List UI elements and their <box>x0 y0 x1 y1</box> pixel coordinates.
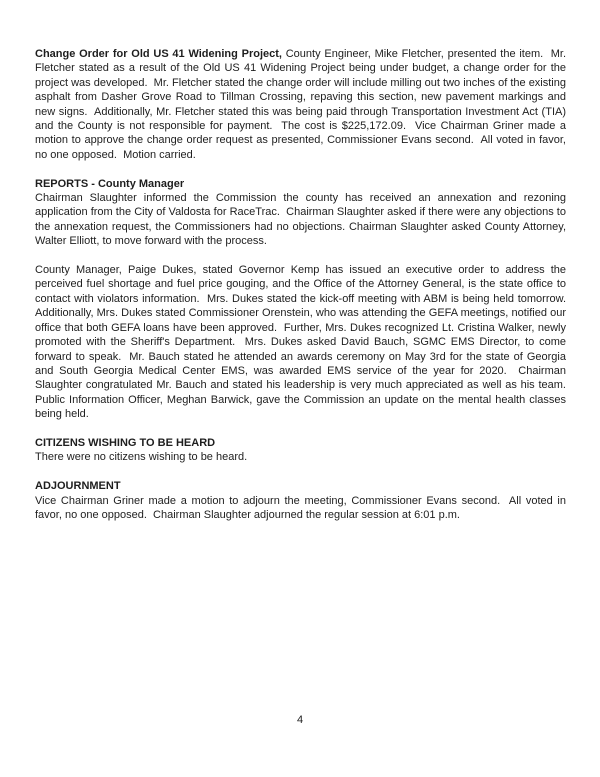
change-order-lead: Change Order for Old US 41 Widening Project, <box>35 48 282 60</box>
reports-heading: REPORTS - County Manager <box>35 177 185 190</box>
reports-paragraph-annexation: Chairman Slaughter informed the Commission the county has received an annexation and rezoning application from the City of Valdosta for RaceTrac. Chairman Slaughter asked if there were any objections to the annexation request, the Commissioners had no objections. Chairman Slaughter asked County Attorney, Walter Elliott, to move forward with the process. <box>35 192 570 248</box>
citizens-heading: CITIZENS WISHING TO BE HEARD <box>35 436 216 449</box>
adjournment-heading: ADJOURNMENT <box>35 480 121 493</box>
page-number: 4 <box>296 714 304 726</box>
change-order-paragraph <box>35 47 570 162</box>
citizens-paragraph: There were no citizens wishing to be heard. <box>35 451 248 464</box>
adjournment-paragraph: Vice Chairman Griner made a motion to adjourn the meeting, Commissioner Evans second. All voted in favor, no one opposed. Chairman Slaughter adjourned the regular session at 6:01 p.m. <box>35 494 570 521</box>
change-order-text: County Engineer, Mike Fletcher, presented the item. Mr. Fletcher stated as a result of the Old US 41 Widening Project being under budget, a change order for the project was developed. Mr. Fletcher stated the change order will include milling out two inches of the existing asphalt from Dasher Grove Road to Tillman Crossing, repaving this section, new pavement markings and new signs. Additionally, Mr. Fletcher stated this was being paid through Transportation Investment Act (TIA) and the County is not responsible for payment. The cost is $225,172.09. Vice Chairman Griner made a motion to approve the change order request as presented, Commissioner Evans second. All voted in favor, no one opposed. Motion carried. <box>35 48 570 161</box>
document-content <box>35 47 573 537</box>
reports-paragraph-county-manager: County Manager, Paige Dukes, stated Governor Kemp has issued an executive order to address the perceived fuel shortage and fuel price gouging, and the Office of the Attorney General, is the state office to contact with violators information. Mrs. Dukes stated the kick-off meeting with ABM is being held tomorrow. Additionally, Mrs. Dukes stated Commissioner Orenstein, who was attending the GEFA meetings, notified our office that both GEFA loans have been approved. Further, Mrs. Dukes recognized Lt. Cristina Walker, newly promoted with the Sheriff's Department. Mrs. Dukes asked David Bauch, SGMC EMS Director, to come forward to speak. Mr. Bauch stated he attended an awards ceremony on May 3rd for the state of Georgia and South Georgia Medical Center EMS, was awarded EMS service of the year for 2020. Chairman Slaughter congratulated Mr. Bauch and stated his leadership is very much appreciated as well as his team. Public Information Officer, Meghan Barwick, gave the Commission an update on the mental health classes being held. <box>35 264 573 421</box>
